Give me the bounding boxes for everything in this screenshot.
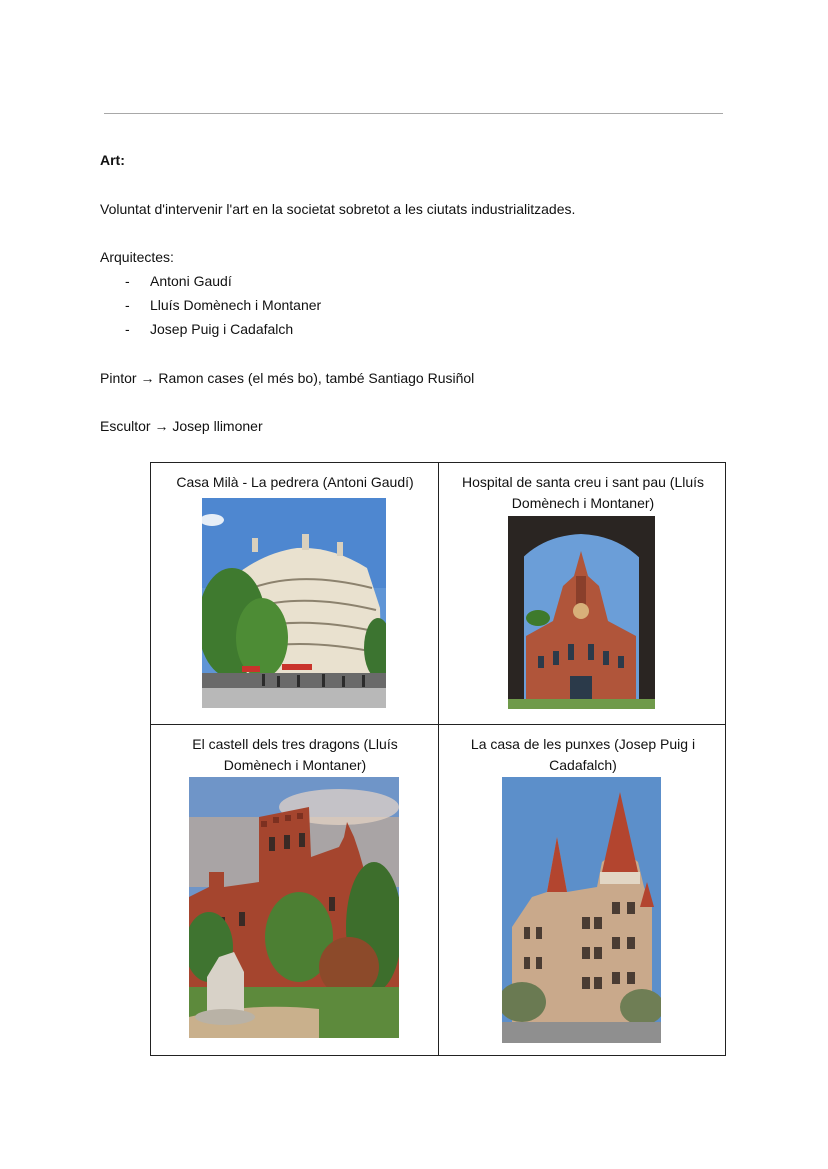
intro-text: Voluntat d'intervenir l'art en la societat sobretot a les ciutats industrialitzades. — [100, 201, 576, 217]
table-divider-vertical — [438, 463, 439, 1055]
bullet-marker: - — [125, 321, 130, 337]
list-item: Josep Puig i Cadafalch — [150, 321, 294, 337]
caption-casa-mila: Casa Milà - La pedrera (Antoni Gaudí) — [176, 474, 414, 490]
casa-punxes-photo — [502, 777, 661, 1043]
caption-castell-tres-dragons: El castell dels tres dragons (Lluís Domènech i Montaner) — [192, 736, 398, 773]
top-divider — [104, 113, 723, 114]
painter-line: Pintor → Ramon cases (el més bo), també Santiago Rusiñol — [100, 370, 475, 386]
list-item: Lluís Domènech i Montaner — [150, 297, 322, 313]
image-table — [150, 462, 726, 1056]
bullet-marker: - — [125, 297, 130, 313]
bullet-marker: - — [125, 273, 130, 289]
hospital-sant-pau-photo — [508, 516, 655, 709]
architects-label: Arquitectes: — [100, 249, 174, 265]
sculptor-line: Escultor → Josep llimoner — [100, 418, 263, 434]
casa-mila-photo — [202, 498, 386, 708]
section-heading: Art: — [100, 152, 125, 168]
table-divider-horizontal — [151, 724, 725, 725]
castell-tres-dragons-photo — [189, 777, 399, 1038]
caption-casa-punxes: La casa de les punxes (Josep Puig i Cadafalch) — [470, 736, 696, 773]
list-item: Antoni Gaudí — [150, 273, 232, 289]
caption-hospital-sant-pau: Hospital de santa creu i sant pau (Lluís Domènech i Montaner) — [461, 474, 705, 511]
